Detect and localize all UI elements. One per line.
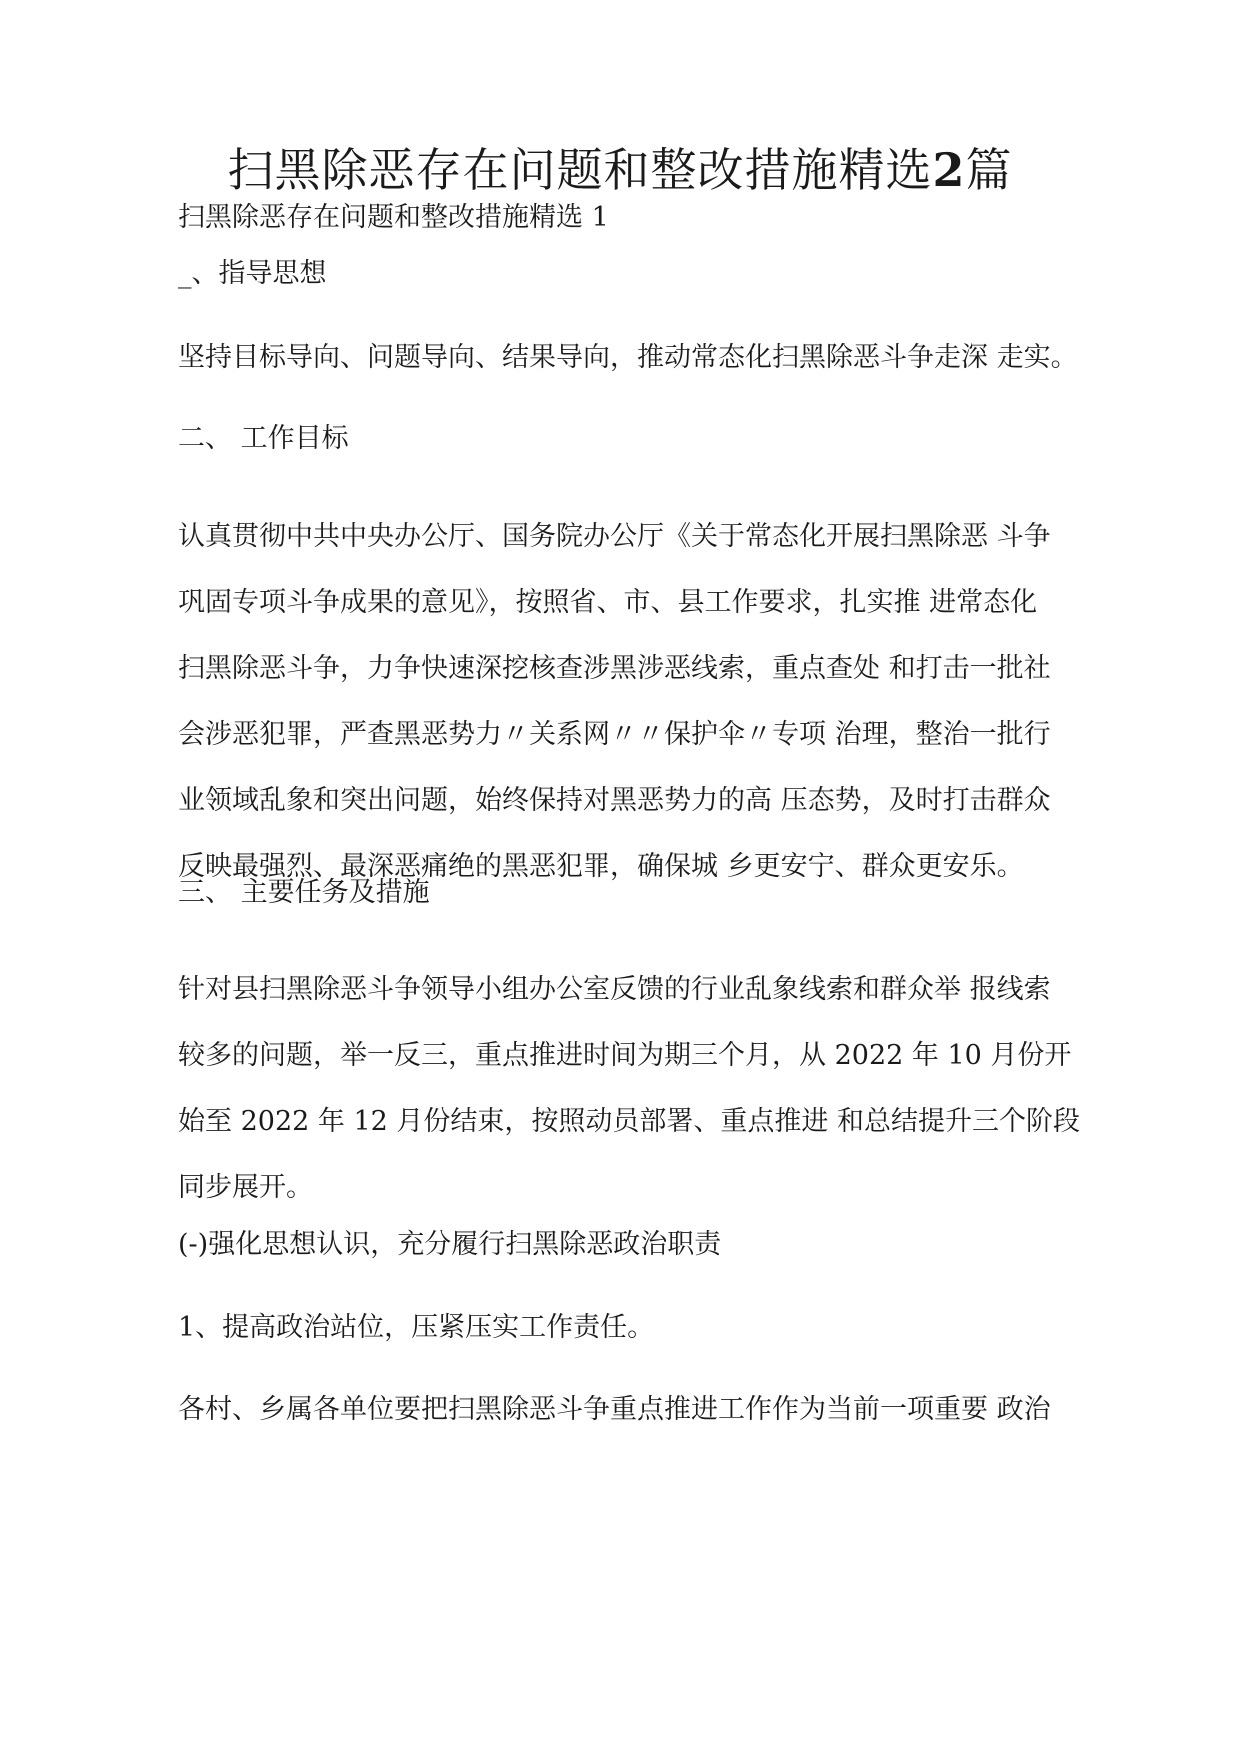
paragraph-line: 始至 2022 年 12 月份结束，按照动员部署、重点推进 和总结提升三个阶段: [178, 1106, 1080, 1137]
paragraph-line: 巩固专项斗争成果的意见》，按照省、市、县工作要求，扎实推 进常态化: [178, 587, 1038, 618]
section1-body: 坚持目标导向、问题导向、结果导向，推动常态化扫黑除恶斗争走深 走实。: [178, 342, 1078, 373]
section2-heading: 二、 工作目标: [178, 423, 349, 454]
paragraph-line: 业领域乱象和突出问题，始终保持对黑恶势力的高 压态势，及时打击群众: [178, 785, 1051, 816]
title-suffix: 篇: [965, 143, 1013, 197]
paragraph-line: 针对县扫黑除恶斗争领导小组办公室反馈的行业乱象线索和群众举 报线索: [178, 974, 1051, 1005]
paragraph-line: 认真贯彻中共中央办公厅、国务院办公厅《关于常态化开展扫黑除恶 斗争: [178, 521, 1051, 552]
section1-heading: _、指导思想: [178, 258, 327, 289]
paragraph-line: 同步展开。: [178, 1172, 313, 1203]
section3-heading: 三、 主要任务及措施: [178, 877, 430, 908]
subsection1-heading: (-)强化思想认识，充分履行扫黑除恶政治职责: [178, 1229, 722, 1260]
section3-body: [178, 957, 1078, 1221]
paragraph-line: 反映最强烈、最深恶痛绝的黑恶犯罪，确保城 乡更安宁、群众更安乐。: [178, 851, 1024, 882]
item1-body: 各村、乡属各单位要把扫黑除恶斗争重点推进工作作为当前一项重要 政治: [178, 1394, 1051, 1425]
title-number: 2: [932, 143, 966, 197]
paragraph-line: 会涉恶犯罪，严查黑恶势力〃关系网〃〃保护伞〃专项 治理，整治一批行: [178, 719, 1051, 750]
item1-heading: 1、提高政治站位，压紧压实工作责任。: [178, 1312, 655, 1343]
title-main: 扫黑除恶存在问题和整改措施精选: [227, 143, 933, 197]
section2-body: [178, 504, 1078, 900]
paragraph-line: 较多的问题，举一反三，重点推进时间为期三个月，从 2022 年 10 月份开: [178, 1040, 1072, 1071]
document-subtitle: 扫黑除恶存在问题和整改措施精选 1: [178, 202, 609, 233]
paragraph-line: 扫黑除恶斗争，力争快速深挖核查涉黑涉恶线索，重点查处 和打击一批社: [178, 653, 1051, 684]
document-title: [0, 140, 1240, 200]
